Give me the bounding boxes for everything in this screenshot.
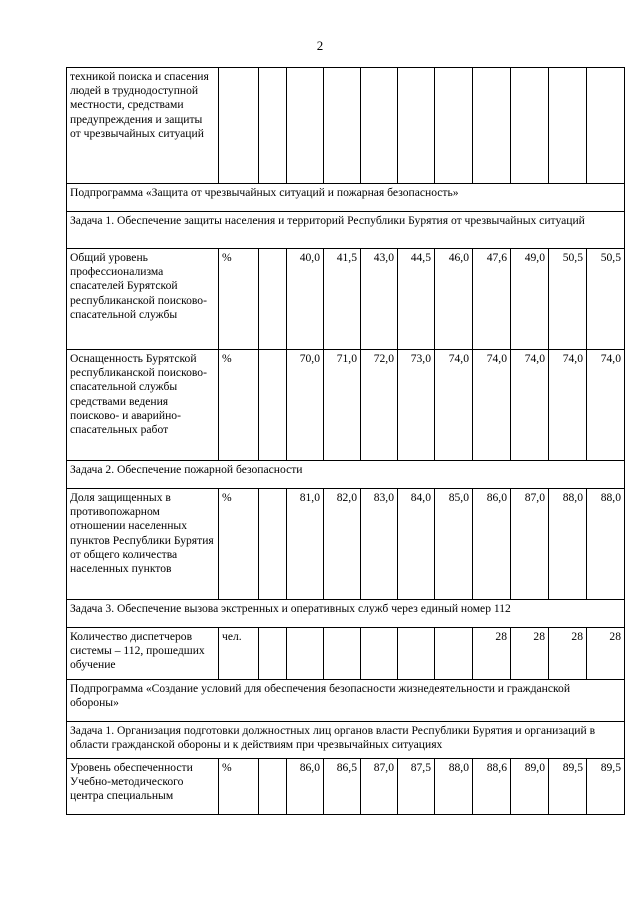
value-cell: 73,0 xyxy=(398,350,435,461)
value-cell: 28 xyxy=(511,628,549,680)
unit-cell xyxy=(219,68,259,184)
section-row xyxy=(67,600,625,628)
value-cell xyxy=(361,68,398,184)
value-cell xyxy=(259,489,287,600)
value-cell xyxy=(361,628,398,680)
value-cell xyxy=(259,628,287,680)
value-cell: 74,0 xyxy=(473,350,511,461)
value-cell: 87,0 xyxy=(511,489,549,600)
indicator-name: Общий уровень профессионализма спасателей Бурятской республиканской поисково-спасательной службы xyxy=(67,249,219,350)
indicator-name: Оснащенность Бурятской республиканской поисково-спасательной службы средствами ведения поисково- и аварийно-спасательных работ xyxy=(67,350,219,461)
value-cell: 74,0 xyxy=(435,350,473,461)
value-cell: 47,6 xyxy=(473,249,511,350)
value-cell: 88,0 xyxy=(435,759,473,815)
value-cell: 74,0 xyxy=(549,350,587,461)
value-cell xyxy=(287,68,324,184)
value-cell: 86,0 xyxy=(473,489,511,600)
value-cell xyxy=(324,628,361,680)
section-heading: Подпрограмма «Создание условий для обеспечения безопасности жизнедеятельности и гражданской обороны» xyxy=(67,680,625,722)
value-cell: 86,5 xyxy=(324,759,361,815)
value-cell xyxy=(259,68,287,184)
unit-cell: % xyxy=(219,489,259,600)
value-cell: 85,0 xyxy=(435,489,473,600)
value-cell: 50,5 xyxy=(549,249,587,350)
indicators-table xyxy=(66,67,625,815)
value-cell: 46,0 xyxy=(435,249,473,350)
table-row xyxy=(67,759,625,815)
value-cell: 89,5 xyxy=(587,759,625,815)
indicator-name: Доля защищенных в противопожарном отношении населенных пунктов Республики Бурятия от общего количества населенных пунктов xyxy=(67,489,219,600)
unit-cell: чел. xyxy=(219,628,259,680)
value-cell: 74,0 xyxy=(511,350,549,461)
value-cell: 72,0 xyxy=(361,350,398,461)
value-cell xyxy=(473,68,511,184)
unit-cell: % xyxy=(219,759,259,815)
value-cell: 28 xyxy=(473,628,511,680)
value-cell: 88,6 xyxy=(473,759,511,815)
value-cell xyxy=(259,759,287,815)
value-cell xyxy=(259,249,287,350)
section-row xyxy=(67,722,625,759)
section-heading: Задача 3. Обеспечение вызова экстренных и оперативных служб через единый номер 112 xyxy=(67,600,625,628)
unit-cell: % xyxy=(219,249,259,350)
value-cell: 84,0 xyxy=(398,489,435,600)
value-cell: 82,0 xyxy=(324,489,361,600)
indicator-name: Уровень обеспеченности Учебно-методического центра специальным xyxy=(67,759,219,815)
value-cell: 28 xyxy=(587,628,625,680)
value-cell xyxy=(435,68,473,184)
unit-cell: % xyxy=(219,350,259,461)
value-cell: 88,0 xyxy=(549,489,587,600)
page-number: 2 xyxy=(316,38,324,53)
value-cell: 43,0 xyxy=(361,249,398,350)
value-cell: 49,0 xyxy=(511,249,549,350)
section-row xyxy=(67,680,625,722)
value-cell xyxy=(287,628,324,680)
value-cell: 81,0 xyxy=(287,489,324,600)
value-cell: 89,0 xyxy=(511,759,549,815)
table-row xyxy=(67,249,625,350)
value-cell: 87,0 xyxy=(361,759,398,815)
table-row xyxy=(67,68,625,184)
value-cell xyxy=(324,68,361,184)
value-cell: 88,0 xyxy=(587,489,625,600)
table-row xyxy=(67,350,625,461)
value-cell: 44,5 xyxy=(398,249,435,350)
value-cell xyxy=(398,68,435,184)
value-cell: 40,0 xyxy=(287,249,324,350)
value-cell xyxy=(398,628,435,680)
value-cell: 87,5 xyxy=(398,759,435,815)
table-row xyxy=(67,628,625,680)
value-cell xyxy=(435,628,473,680)
value-cell xyxy=(587,68,625,184)
value-cell: 83,0 xyxy=(361,489,398,600)
value-cell: 71,0 xyxy=(324,350,361,461)
value-cell: 70,0 xyxy=(287,350,324,461)
section-heading: Задача 1. Обеспечение защиты населения и территорий Республики Бурятия от чрезвычайных ситуаций xyxy=(67,212,625,249)
table-row xyxy=(67,489,625,600)
value-cell: 74,0 xyxy=(587,350,625,461)
value-cell: 89,5 xyxy=(549,759,587,815)
value-cell xyxy=(549,68,587,184)
section-heading: Задача 2. Обеспечение пожарной безопасности xyxy=(67,461,625,489)
section-heading: Задача 1. Организация подготовки должностных лиц органов власти Республики Бурятия и организаций в области гражданской обороны и к действиям при чрезвычайных ситуациях xyxy=(67,722,625,759)
indicator-name: Количество диспетчеров системы – 112, прошедших обучение xyxy=(67,628,219,680)
value-cell: 50,5 xyxy=(587,249,625,350)
section-heading: Подпрограмма «Защита от чрезвычайных ситуаций и пожарная безопасность» xyxy=(67,184,625,212)
value-cell: 41,5 xyxy=(324,249,361,350)
value-cell xyxy=(259,350,287,461)
value-cell: 28 xyxy=(549,628,587,680)
indicator-name: техникой поиска и спасения людей в труднодоступной местности, средствами предупреждения и защиты от чрезвычайных ситуаций xyxy=(67,68,219,184)
value-cell xyxy=(511,68,549,184)
section-row xyxy=(67,461,625,489)
section-row xyxy=(67,184,625,212)
section-row xyxy=(67,212,625,249)
value-cell: 86,0 xyxy=(287,759,324,815)
